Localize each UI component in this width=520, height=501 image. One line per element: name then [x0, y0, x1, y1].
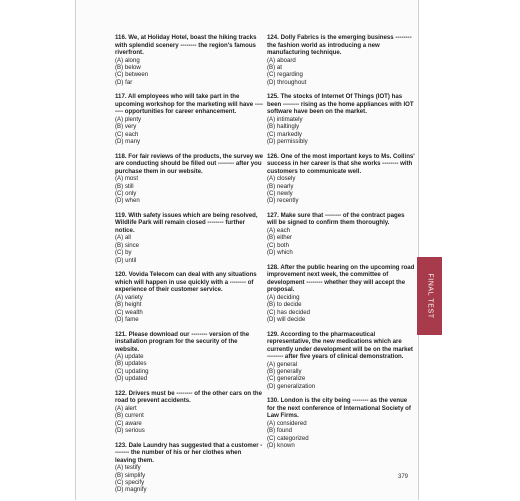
question-stem — [115, 390, 263, 405]
question-number: 119. — [115, 211, 127, 219]
answer-option: (C) newly — [267, 189, 293, 197]
answer-option: (C) by — [115, 249, 132, 257]
answer-option: (B) nearly — [267, 182, 294, 190]
question-block — [115, 442, 263, 494]
right-question-column — [267, 34, 415, 457]
answer-option: (C) specify — [115, 479, 145, 486]
answer-option: (C) between — [115, 71, 149, 79]
answer-option: (C) both — [267, 241, 290, 249]
answer-option: (B) at — [267, 63, 282, 71]
answer-option: (C) only — [115, 189, 137, 197]
answer-option: (B) either — [267, 234, 293, 242]
answer-option: (C) has decided — [267, 308, 311, 316]
question-number: 116. — [115, 34, 127, 41]
answer-option: (B) generally — [267, 367, 302, 375]
question-block — [115, 93, 263, 145]
answer-option: (D) magnify — [115, 486, 147, 494]
question-number: 121. — [115, 330, 127, 338]
answer-option: (B) updates — [115, 360, 147, 368]
answer-option: (A) intimately — [267, 115, 303, 123]
question-block — [267, 34, 415, 86]
question-text: The stocks of Internet Of Things (IOT) has been -------- rising as the home appliances with IOT software have been on the market. — [267, 93, 414, 116]
question-number: 129. — [267, 330, 279, 338]
question-stem — [267, 34, 415, 57]
question-stem — [267, 264, 415, 294]
answer-option: (D) serious — [115, 427, 145, 435]
question-text: Dale Laundry has suggested that a customer -------- the number of his or her clothes when leaving them. — [115, 441, 263, 464]
answer-option: (D) until — [115, 256, 137, 264]
answer-option: (B) height — [115, 301, 142, 309]
question-number: 117. — [115, 93, 127, 101]
question-stem — [115, 153, 263, 176]
question-text: After the public hearing on the upcoming road improvement next week, the committee of development -------- whether they will accept the proposal. — [267, 263, 415, 294]
question-stem — [267, 397, 415, 420]
question-text: With safety issues which are being resolved, Wildlife Park will remain closed -------- further notice. — [115, 211, 258, 234]
answer-option: (A) testify — [115, 464, 141, 472]
answer-option: (B) simplify — [115, 471, 146, 479]
question-text: For fair reviews of the products, the survey we are conducting should be filled out -------- after you purchase them in our website. — [115, 152, 264, 175]
question-text: All employees who will take part in the upcoming workshop for the marketing will have -------- opportunities for career enhancement. — [115, 93, 263, 116]
question-stem — [115, 34, 263, 57]
answer-option: (C) generalize — [267, 375, 306, 383]
question-block — [115, 331, 263, 383]
answer-option: (A) aboard — [267, 56, 296, 64]
question-number: 118. — [115, 152, 127, 160]
question-block — [115, 390, 263, 435]
answer-option: (A) update — [115, 353, 144, 361]
question-number: 122. — [115, 389, 127, 397]
answer-option: (B) haltingly — [267, 123, 300, 131]
answer-option: (A) along — [115, 56, 140, 64]
question-number: 126. — [267, 152, 279, 160]
question-number: 125. — [267, 93, 279, 101]
question-stem — [267, 331, 415, 361]
answer-option: (A) variety — [115, 293, 143, 301]
answer-option: (B) current — [115, 412, 144, 420]
question-stem — [115, 442, 263, 465]
answer-option: (B) since — [115, 241, 140, 249]
question-block — [267, 264, 415, 324]
answer-option: (D) which — [267, 249, 293, 257]
question-stem — [115, 212, 263, 235]
question-number: 130. — [267, 397, 279, 405]
answer-option: (D) will decide — [267, 315, 306, 323]
answer-option: (D) updated — [115, 375, 148, 383]
answer-option: (D) throughout — [267, 78, 307, 86]
question-stem — [267, 93, 415, 116]
question-number: 124. — [267, 34, 279, 41]
answer-option: (A) closely — [267, 175, 296, 183]
answer-option: (B) very — [115, 123, 137, 131]
answer-option: (B) still — [115, 182, 134, 190]
answer-option: (A) plenty — [115, 115, 142, 123]
question-text: London is the city being -------- as the venue for the next conference of International Society of Law Firms. — [267, 397, 411, 420]
question-text: According to the pharmaceutical representative, the new medications which are currently under development will be on the market -------- after five years of clinical demonstration. — [267, 330, 413, 361]
question-block — [115, 153, 263, 205]
answer-option: (C) each — [115, 130, 139, 138]
answer-option: (A) all — [115, 234, 131, 242]
answer-option: (B) found — [267, 427, 293, 435]
question-stem — [267, 212, 415, 227]
question-text: Please download our -------- version of the installation program for the security of the website. — [115, 330, 250, 353]
question-stem — [115, 331, 263, 354]
answer-option: (D) many — [115, 138, 141, 146]
answer-option: (A) general — [267, 360, 298, 368]
question-text: Vovida Telecom can deal with any situations which will happen in use quickly with a -------- of experience of their customer service. — [115, 271, 257, 294]
question-text: We, at Holiday Hotel, boast the hiking tracks with splendid scenery -------- the region's famous riverfront. — [115, 34, 257, 56]
question-block — [115, 271, 263, 323]
answer-option: (C) updating — [115, 367, 149, 375]
question-text: Make sure that -------- of the contract pages will be signed to confirm them thoroughly. — [267, 211, 405, 227]
answer-option: (D) when — [115, 197, 140, 205]
question-block — [115, 212, 263, 264]
final-test-side-tab — [417, 257, 442, 335]
answer-option: (D) recently — [267, 197, 299, 205]
question-block — [267, 153, 415, 205]
question-stem — [115, 93, 263, 116]
answer-option: (D) known — [267, 442, 295, 450]
answer-option: (A) considered — [267, 419, 307, 427]
answer-option: (D) fame — [115, 315, 139, 323]
answer-option: (A) most — [115, 175, 139, 183]
question-text: Dolly Fabrics is the emerging business -------- the fashion world as introducing a new manufacturing technique. — [267, 34, 412, 56]
question-block — [267, 397, 415, 449]
answer-option: (A) deciding — [267, 293, 300, 301]
question-number: 127. — [267, 211, 279, 219]
question-block — [115, 34, 263, 86]
answer-option: (C) regarding — [267, 71, 303, 79]
question-block — [267, 331, 415, 391]
answer-option: (B) below — [115, 63, 141, 71]
question-number: 120. — [115, 271, 127, 279]
answer-option: (D) far — [115, 78, 133, 86]
left-question-column — [115, 34, 263, 501]
answer-option: (C) categorized — [267, 434, 309, 442]
answer-option: (D) generalization — [267, 382, 316, 390]
page-number: 379 — [398, 474, 409, 480]
answer-option: (D) permissibly — [267, 138, 308, 146]
answer-option: (B) to decide — [267, 301, 302, 309]
question-text: Drivers must be -------- of the other cars on the road to prevent accidents. — [115, 389, 262, 405]
answer-option: (C) aware — [115, 419, 142, 427]
question-stem — [267, 153, 415, 176]
question-number: 128. — [267, 263, 279, 271]
answer-option: (A) alert — [115, 404, 137, 412]
answer-option: (C) wealth — [115, 308, 143, 316]
question-text: One of the most important keys to Ms. Collins' success in her career is that she works -------- with customers to communicate well. — [267, 152, 415, 175]
question-number: 123. — [115, 441, 127, 449]
question-block — [267, 212, 415, 257]
answer-option: (C) markedly — [267, 130, 302, 138]
answer-option: (A) each — [267, 226, 291, 234]
question-block — [267, 93, 415, 145]
side-tab-label: FINAL TEST — [426, 273, 433, 319]
question-stem — [115, 271, 263, 294]
